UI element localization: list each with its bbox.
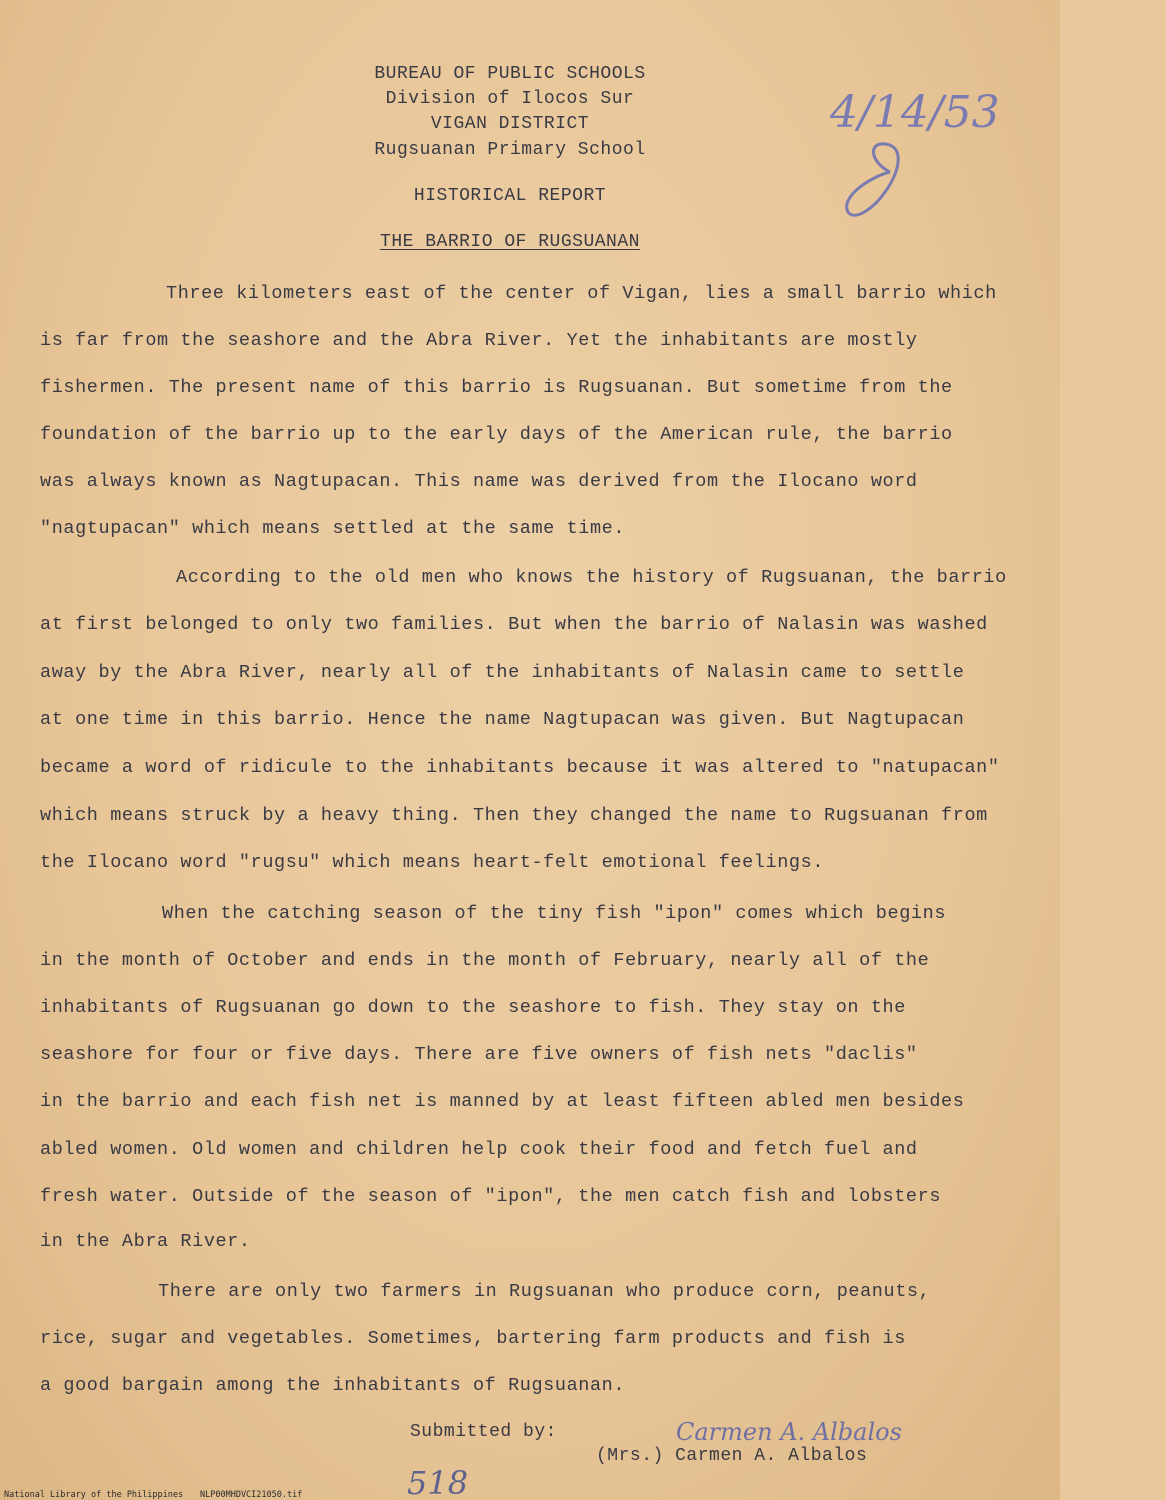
scan-footer (0, 1490, 1060, 1500)
paragraph-line: According to the old men who knows the history of Rugsuanan, the barrio (176, 567, 1007, 588)
paragraph-line: fishermen. The present name of this barrio is Rugsuanan. But sometime from the (40, 377, 953, 398)
signature-text: Carmen A. Albalos (676, 1418, 902, 1446)
paragraph-line: in the month of October and ends in the month of February, nearly all of the (40, 950, 930, 971)
handwritten-date-mark (830, 72, 1000, 222)
paragraph-line: the Ilocano word "rugsu" which means heart-felt emotional feelings. (40, 852, 825, 873)
paragraph-line: Three kilometers east of the center of Vigan, lies a small barrio which (166, 283, 997, 304)
paragraph-line: became a word of ridicule to the inhabitants because it was altered to "natupacan" (40, 757, 1000, 778)
document-title: THE BARRIO OF RUGSUANAN (380, 232, 640, 252)
page-number-text: 518 (407, 1464, 469, 1500)
paragraph-line: in the barrio and each fish net is manned by at least fifteen abled men besides (40, 1091, 965, 1112)
paragraph-line: at first belonged to only two families. But when the barrio of Nalasin was washed (40, 614, 988, 635)
paragraph-line: seashore for four or five days. There are five owners of fish nets "daclis" (40, 1044, 918, 1065)
paragraph-line: rice, sugar and vegetables. Sometimes, bartering farm products and fish is (40, 1328, 906, 1349)
paragraph-line: away by the Abra River, nearly all of the inhabitants of Nalasin came to settle (40, 662, 965, 683)
submitter-name: (Mrs.) Carmen A. Albalos (596, 1446, 868, 1466)
paragraph-line: which means struck by a heavy thing. Then they changed the name to Rugsuanan from (40, 805, 988, 826)
paragraph-line: foundation of the barrio up to the early days of the American rule, the barrio (40, 424, 953, 445)
paragraph-line: "nagtupacan" which means settled at the same time. (40, 518, 626, 539)
paragraph-line: fresh water. Outside of the season of "ipon", the men catch fish and lobsters (40, 1186, 942, 1207)
paragraph-line: at one time in this barrio. Hence the name Nagtupacan was given. But Nagtupacan (40, 709, 965, 730)
submitted-by-label: Submitted by: (410, 1422, 557, 1442)
paragraph-line: When the catching season of the tiny fish "ipon" comes which begins (162, 903, 947, 924)
footer-library: National Library of the Philippines (4, 1490, 184, 1500)
paragraph-line: is far from the seashore and the Abra River. Yet the inhabitants are mostly (40, 330, 918, 351)
paragraph-line: inhabitants of Rugsuanan go down to the seashore to fish. They stay on the (40, 997, 906, 1018)
paragraph-line: in the Abra River. (40, 1231, 251, 1252)
bureau-heading: BUREAU OF PUBLIC SCHOOLS (374, 64, 646, 84)
paragraph-line: was always known as Nagtupacan. This name was derived from the Ilocano word (40, 471, 918, 492)
division-heading: Division of Ilocos Sur (385, 89, 635, 109)
handwritten-date: 4/14/53 (830, 87, 1000, 138)
footer-filename: NLP00MHDVCI21050.tif (200, 1490, 303, 1500)
district-heading: VIGAN DISTRICT (430, 114, 590, 134)
paragraph-line: There are only two farmers in Rugsuanan who produce corn, peanuts, (158, 1281, 931, 1302)
paragraph-line: a good bargain among the inhabitants of Rugsuanan. (40, 1375, 626, 1396)
school-heading: Rugsuanan Primary School (374, 140, 646, 160)
report-heading: HISTORICAL REPORT (413, 186, 607, 206)
paragraph-line: abled women. Old women and children help cook their food and fetch fuel and (40, 1139, 918, 1160)
